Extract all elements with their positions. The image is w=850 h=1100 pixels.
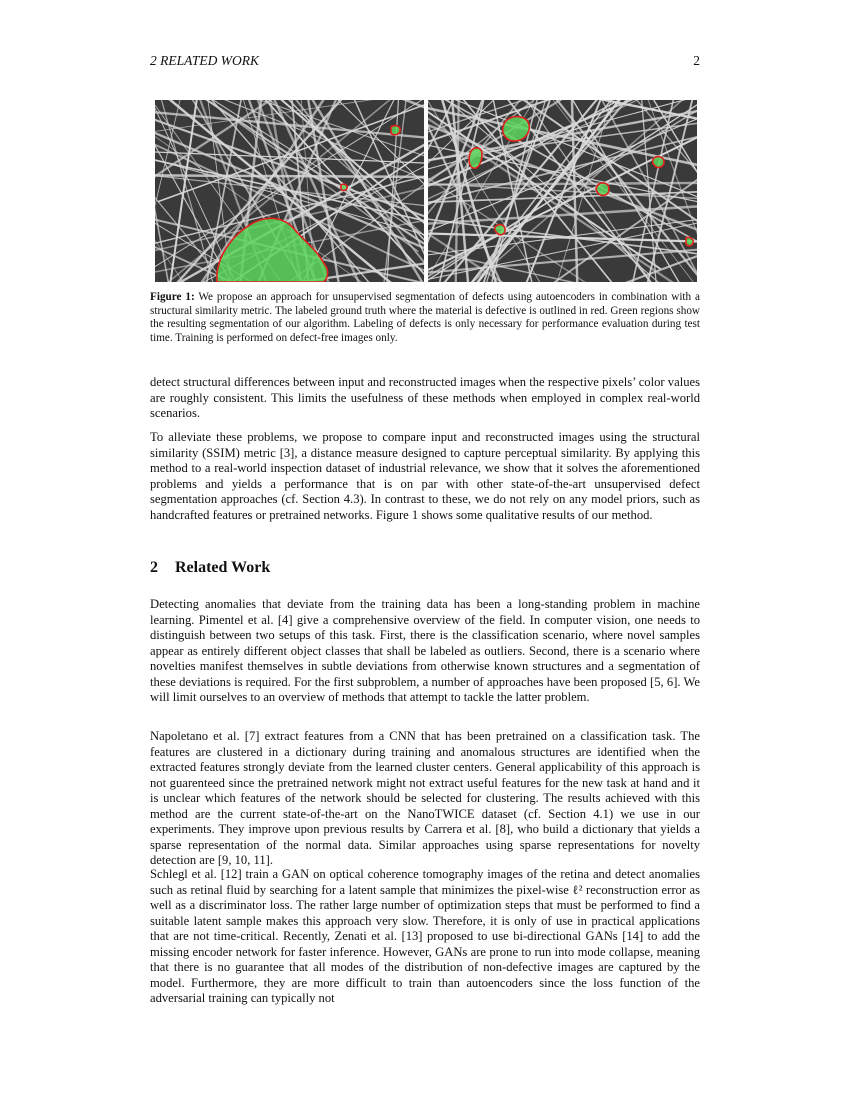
paragraph-5: Schlegl et al. [12] train a GAN on optical coherence tomography images of the retina and detect anomalies such as retinal fluid by searching for a latent sample that minimizes the pixel-wise ℓ² reconstruction error as well as a discriminator loss. The rather large number of optimization steps that must be performed to find a suitable latent sample makes this approach very slow. Therefore, it is only of use in practical applications that are not time-critical. Recently, Zenati et al. [13] proposed to use bi-directional GANs [14] to add the missing encoder network for faster inference. However, GANs are prone to run into mode collapse, meaning that there is no guarantee that all modes of the distribution of non-defective images are captured by the model. Furthermore, they are more difficult to train than autoencoders since the loss function of the adversarial training can typically not [150, 867, 700, 1005]
caption-text: We propose an approach for unsupervised segmentation of defects using autoencoders in combination with a structural similarity metric. The labeled ground truth where the material is defective is outlined in red. Green regions show the resulting segmentation of our algorithm. Labeling of defects is only necessary for performance evaluation during test time. Training is performed on defect-free images only. [150, 291, 700, 344]
defect-region [686, 237, 693, 245]
figure-1-caption [150, 291, 700, 345]
paragraph-4: Napoletano et al. [7] extract features from a CNN that has been pretrained on a classification task. The features are clustered in a dictionary during training and anomalous structures are identified when the extracted features strongly deviate from the learned cluster centers. General applicability of this approach is not guarenteed since the pretrained network might not extract useful features for the new task at hand and it is unclear which features of the network should be selected for clustering. The results achieved with this method are the current state-of-the-art on the NanoTWICE dataset (cf. Section 4.1) we use in our experiments. They improve upon previous results by Carrera et al. [8], who build a dictionary that yields a sparse representation of the normal data. Similar approaches using sparse representations for novelty detection are [9, 10, 11]. [150, 729, 700, 867]
defect-region [495, 225, 505, 235]
paragraph-2: To alleviate these problems, we propose to compare input and reconstructed images using the structural similarity (SSIM) metric [3], a distance measure designed to capture perceptual similarity. By applying this method to a real-world inspection dataset of industrial relevance, we show that it solves the aforementioned problems and yields a performance that is on par with other state-of-the-art unsupervised defect segmentation approaches (cf. Section 4.3). In contrast to these, we do not rely on any model priors, such as handcrafted features or pretrained networks. Figure 1 shows some qualitative results of our method. [150, 430, 700, 522]
defect-region [341, 184, 347, 190]
section-number: 2 [150, 559, 158, 576]
figure-1-left-image [155, 100, 424, 282]
defect-region [596, 183, 609, 195]
paragraph-3: Detecting anomalies that deviate from the training data has been a long-standing problem in machine learning. Pimentel et al. [4] give a comprehensive overview of the field. In computer vision, one needs to distinguish between two setups of this task. First, there is the classification scenario, where novel samples appear as entirely different object classes that shall be labeled as outliers. Second, there is a scenario where novelties manifest themselves in subtle deviations from otherwise known structures and a segmentation of these deviations is required. For the first subproblem, a number of approaches have been proposed [5, 6]. We will limit ourselves to an overview of methods that attempt to tackle the latter problem. [150, 597, 700, 704]
defect-region [391, 126, 400, 135]
section-title: Related Work [175, 559, 271, 576]
fiber-micrograph-left [155, 100, 424, 282]
running-title: 2 RELATED WORK [150, 53, 259, 68]
fiber-strand [155, 100, 225, 282]
running-header [150, 53, 700, 69]
caption-label: Figure 1: [150, 291, 195, 303]
page-number: 2 [693, 53, 700, 68]
figure-1-right-image [428, 100, 697, 282]
figure-1 [155, 100, 695, 282]
section-heading [150, 559, 270, 577]
defect-region [653, 157, 664, 168]
fiber-micrograph-right [428, 100, 697, 282]
fiber-strand [155, 174, 424, 177]
paragraph-1: detect structural differences between input and reconstructed images when the respective pixels’ color values are roughly consistent. This limits the usefulness of these methods when employed in complex real-world scenarios. [150, 375, 700, 420]
defect-region [503, 117, 530, 142]
defect-region [469, 148, 482, 168]
